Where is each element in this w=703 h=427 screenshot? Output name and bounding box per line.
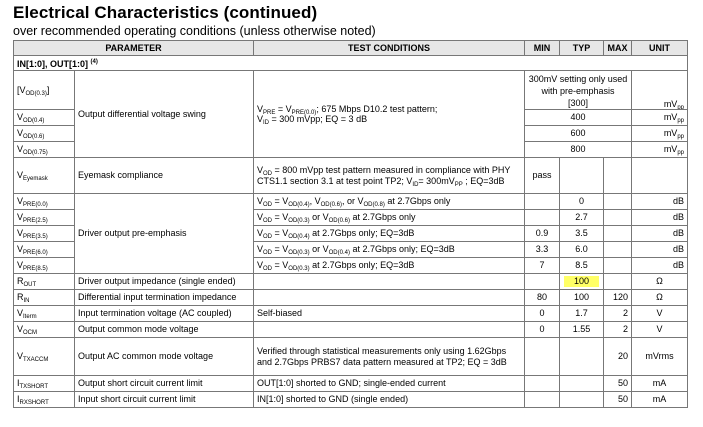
condition-line: $V_{PRE} = V_{PRE(0.0)}$; 675 Mbps D10.2 test pattern;: [257, 103, 438, 116]
typ-cell: [560, 376, 604, 392]
condition-cell: OUT[1:0] shorted to GND; single-ended current: [254, 376, 525, 392]
min-cell: [525, 376, 560, 392]
typ-cell: 800: [525, 142, 632, 158]
header-parameter: PARAMETER: [14, 41, 254, 56]
highlighted-value: 100: [564, 276, 599, 287]
electrical-characteristics-table: [13, 40, 688, 408]
condition-cell: $V_{OD} = V_{OD(0.3)}$ or $V_{OD(0.6)}$ at 2.7Gbps only: [254, 210, 525, 226]
table-row: [14, 306, 688, 322]
unit-cell: V: [632, 322, 688, 338]
symbol-cell: $V_{TXACCM}$: [14, 338, 75, 376]
parameter-cell: Input short circuit current limit: [75, 392, 254, 408]
typ-cell: [560, 274, 604, 290]
unit-cell: mVrms: [632, 338, 688, 376]
table-row: [14, 338, 688, 376]
typ-cell: 1.7: [560, 306, 604, 322]
max-cell: [604, 210, 632, 226]
symbol-cell: $V_{OD(0.4)}$: [14, 110, 75, 126]
symbol-cell: $V_{PRE(6.0)}$: [14, 242, 75, 258]
symbol-cell: $R_{IN}$: [14, 290, 75, 306]
condition-cell: [254, 322, 525, 338]
typ-cell: [560, 158, 604, 194]
min-cell: [525, 194, 560, 210]
symbol-cell: $[V_{OD(0.3)}]$: [14, 71, 75, 110]
section-row: [14, 56, 688, 71]
section-note: (4): [90, 58, 98, 65]
header-max: MAX: [604, 41, 632, 56]
condition-cell: IN[1:0] shorted to GND (single ended): [254, 392, 525, 408]
typ-cell: 0: [560, 194, 604, 210]
parameter-cell: Input termination voltage (AC coupled): [75, 306, 254, 322]
min-cell: 0: [525, 322, 560, 338]
unit-cell: dB: [632, 258, 688, 274]
max-cell: 50: [604, 376, 632, 392]
parameter-cell: Output AC common mode voltage: [75, 338, 254, 376]
table-row: [14, 392, 688, 408]
unit-cell: $mV_{pp}$: [632, 126, 688, 142]
condition-cell: [254, 71, 525, 158]
symbol-cell: $V_{PRE(2.5)}$: [14, 210, 75, 226]
table-row: [14, 290, 688, 306]
unit-cell: $mV_{pp}$: [632, 142, 688, 158]
min-cell: [525, 274, 560, 290]
unit-cell: dB: [632, 194, 688, 210]
unit-cell: $mV_{pp}$: [632, 71, 688, 110]
condition-cell: $V_{OD} = 800$ mVpp test pattern measured in compliance with PHY CTS1.1 section 3.1 at test point TP2; $V_{ID}= 300mV_{PP}$ ; EQ=3dB: [254, 158, 525, 194]
section-title: [14, 56, 688, 71]
parameter-cell: Output common mode voltage: [75, 322, 254, 338]
table-header-row: [14, 41, 688, 56]
condition-cell: $V_{OD} = V_{OD(0.4)}$, $V_{OD(0.6)}$, or $V_{OD(0.8)}$ at 2.7Gbps only: [254, 194, 525, 210]
symbol-cell: $V_{PRE(0.0)}$: [14, 194, 75, 210]
condition-cell: $V_{OD} = V_{OD(0.3)}$ or $V_{OD(0.4)}$ at 2.7Gbps only; EQ=3dB: [254, 242, 525, 258]
max-cell: [604, 158, 632, 194]
parameter-cell: Driver output impedance (single ended): [75, 274, 254, 290]
typ-cell: [525, 71, 632, 110]
unit-cell: mA: [632, 376, 688, 392]
header-unit: UNIT: [632, 41, 688, 56]
max-cell: 2: [604, 322, 632, 338]
condition-cell: $V_{OD} = V_{OD(0.3)}$ at 2.7Gbps only; EQ=3dB: [254, 258, 525, 274]
typ-cell: 1.55: [560, 322, 604, 338]
parameter-cell: Differential input termination impedance: [75, 290, 254, 306]
parameter-cell: Eyemask compliance: [75, 158, 254, 194]
symbol-cell: $R_{OUT}$: [14, 274, 75, 290]
table-row: [14, 158, 688, 194]
typ-cell: 2.7: [560, 210, 604, 226]
table-row: [14, 274, 688, 290]
min-cell: [525, 392, 560, 408]
typ-cell: 400: [525, 110, 632, 126]
min-cell: 3.3: [525, 242, 560, 258]
condition-cell: [254, 274, 525, 290]
page-subtitle: over recommended operating conditions (unless otherwise noted): [13, 24, 376, 38]
vod-note: 300mV setting only used with pre-emphasis: [528, 74, 628, 96]
max-cell: 50: [604, 392, 632, 408]
typ-cell: 100: [560, 290, 604, 306]
min-cell: [525, 210, 560, 226]
table-row: [14, 194, 688, 210]
unit-cell: dB: [632, 210, 688, 226]
typ-cell: [560, 338, 604, 376]
unit-cell: dB: [632, 226, 688, 242]
min-cell: 0: [525, 306, 560, 322]
condition-cell: $V_{OD} = V_{OD(0.4)}$ at 2.7Gbps only; EQ=3dB: [254, 226, 525, 242]
max-cell: 120: [604, 290, 632, 306]
parameter-cell: Output differential voltage swing: [75, 71, 254, 158]
typ-cell: 3.5: [560, 226, 604, 242]
symbol-cell: $V_{Eyemask}$: [14, 158, 75, 194]
symbol-cell: $V_{PRE(8.5)}$: [14, 258, 75, 274]
unit-cell: dB: [632, 242, 688, 258]
symbol-cell: $V_{OD(0.75)}$: [14, 142, 75, 158]
min-cell: [525, 338, 560, 376]
max-cell: [604, 226, 632, 242]
condition-line: $V_{ID} = 300$ mVpp; EQ = 3 dB: [257, 114, 368, 126]
condition-cell: Self-biased: [254, 306, 525, 322]
typ-cell: 8.5: [560, 258, 604, 274]
symbol-cell: $I_{TXSHORT}$: [14, 376, 75, 392]
unit-cell: mA: [632, 392, 688, 408]
unit-cell: $mV_{pp}$: [632, 110, 688, 126]
min-cell: pass: [525, 158, 560, 194]
header-typ: TYP: [560, 41, 604, 56]
condition-cell: [254, 290, 525, 306]
max-cell: [604, 258, 632, 274]
typ-value: [300]: [567, 98, 589, 108]
table-row: [14, 71, 688, 110]
section-label: IN[1:0], OUT[1:0]: [17, 58, 89, 69]
symbol-cell: $V_{OCM}$: [14, 322, 75, 338]
unit-cell: V: [632, 306, 688, 322]
max-cell: [604, 194, 632, 210]
max-cell: 20: [604, 338, 632, 376]
symbol-cell: $V_{Iterm}$: [14, 306, 75, 322]
table-row: [14, 376, 688, 392]
max-cell: 2: [604, 306, 632, 322]
condition-cell: Verified through statistical measurements only using 1.62Gbps and 2.7Gbps PRBS7 data pattern measured at TP2; EQ = 3dB: [254, 338, 525, 376]
unit-cell: Ω: [632, 290, 688, 306]
min-cell: 80: [525, 290, 560, 306]
parameter-cell: Output short circuit current limit: [75, 376, 254, 392]
unit-cell: [632, 158, 688, 194]
header-min: MIN: [525, 41, 560, 56]
typ-cell: [560, 392, 604, 408]
table-row: [14, 322, 688, 338]
symbol-cell: $I_{RXSHORT}$: [14, 392, 75, 408]
typ-cell: 6.0: [560, 242, 604, 258]
symbol-cell: $V_{PRE(3.5)}$: [14, 226, 75, 242]
parameter-cell: Driver output pre-emphasis: [75, 194, 254, 274]
max-cell: [604, 242, 632, 258]
page-title: Electrical Characteristics (continued): [13, 3, 318, 22]
header-test-conditions: TEST CONDITIONS: [254, 41, 525, 56]
min-cell: 0.9: [525, 226, 560, 242]
symbol-cell: $V_{OD(0.6)}$: [14, 126, 75, 142]
typ-cell: 600: [525, 126, 632, 142]
min-cell: 7: [525, 258, 560, 274]
max-cell: [604, 274, 632, 290]
unit-cell: Ω: [632, 274, 688, 290]
